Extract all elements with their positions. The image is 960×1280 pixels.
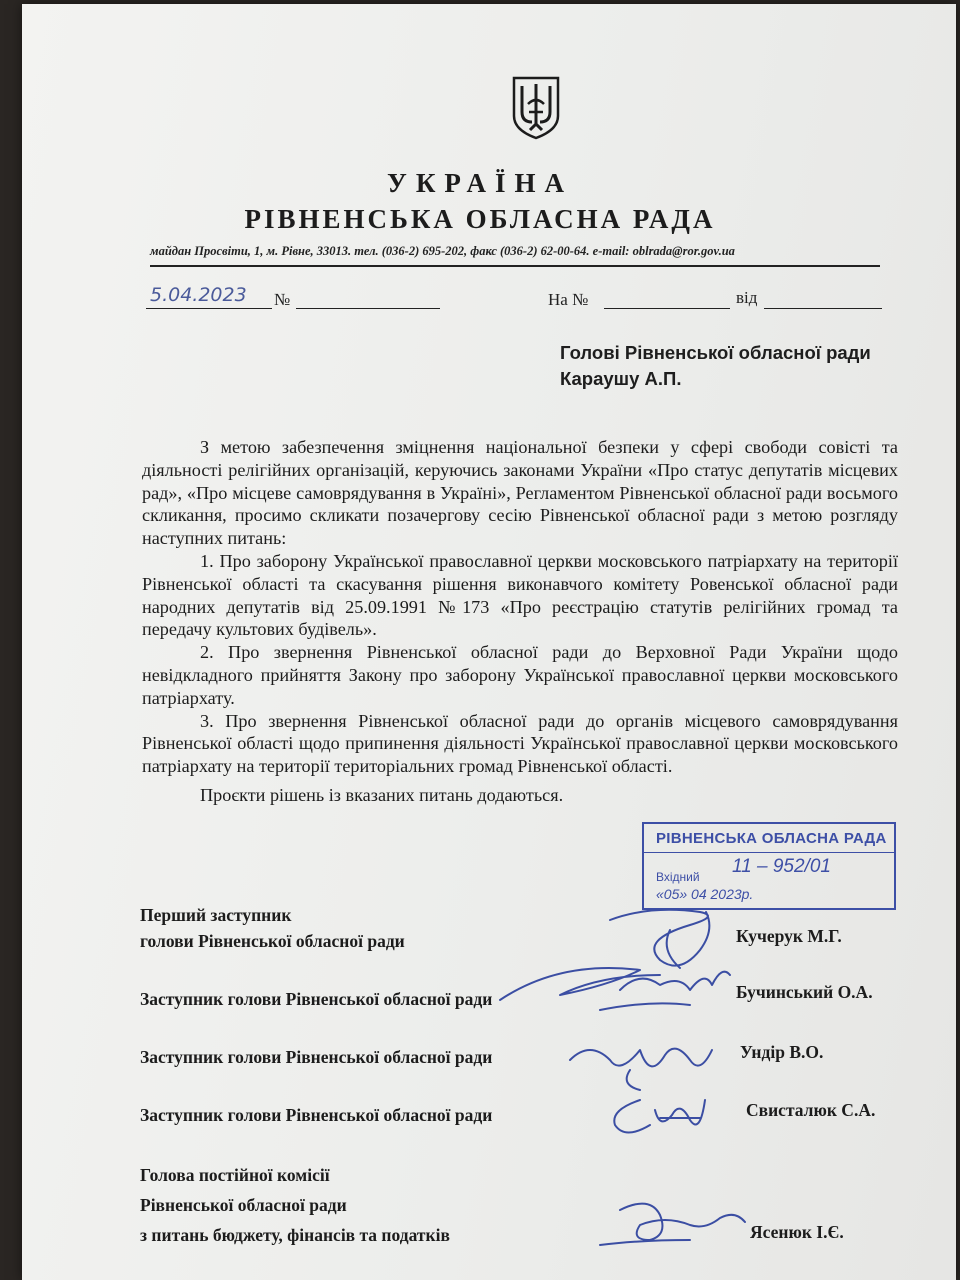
incoming-registration-stamp: [642, 822, 896, 910]
addressee-name: Караушу А.П.: [560, 368, 682, 389]
signatory-5-role: [140, 1162, 450, 1248]
reference-line: [0, 284, 960, 312]
signatory-3-role: Заступник голови Рівненської обласної ради: [140, 1047, 493, 1067]
intro-paragraph: З метою забезпечення зміцнення національної безпеки у сфері свободи совісті та діяльності релігійних організацій, керуючись законами України «Про статус депутатів місцевих рад», «Про місцеве самоврядування в Україні», Регламентом Рівненської обласної ради восьмого скликання, просимо скликати позачергову сесію Рівненської обласної ради з метою розгляду наступних питань:: [142, 437, 898, 549]
from-label: від: [736, 288, 758, 307]
signatory-1-role: [140, 902, 405, 954]
letter-body: [142, 436, 898, 807]
stamp-divider: [644, 852, 894, 853]
agenda-item-3: 3. Про звернення Рівненської обласної ради до органів місцевого самоврядування Рівненської області щодо припинення діяльності Української православної церкви московського патріархату на території територіальних громад Рівненської області.: [142, 710, 898, 777]
organization-heading: РІВНЕНСЬКА ОБЛАСНА РАДА: [244, 204, 716, 234]
date-underline: [146, 308, 272, 309]
signatory-5-role-line3: з питань бюджету, фінансів та податків: [140, 1225, 450, 1245]
signatory-1-role-line1: Перший заступник: [140, 905, 292, 925]
ukraine-trident-emblem-icon: [510, 74, 562, 140]
signatory-4-role: Заступник голови Рівненської обласної ради: [140, 1105, 493, 1125]
signatory-2-name: Бучинський О.А.: [736, 982, 873, 1002]
stamp-incoming-label: Вхідний: [656, 870, 700, 884]
stamp-title: РІВНЕНСЬКА ОБЛАСНА РАДА: [656, 830, 887, 847]
signatory-5-name: Ясенюк І.Є.: [750, 1222, 844, 1242]
signatory-5-role-line1: Голова постійної комісії: [140, 1165, 330, 1185]
signatory-1-name: Кучерук М.Г.: [736, 926, 842, 946]
number-label: №: [274, 290, 291, 309]
from-blank: [764, 308, 882, 309]
signatory-3-name: Ундір В.О.: [740, 1042, 824, 1062]
signatory-1-role-line2: голови Рівненської обласної ради: [140, 931, 405, 951]
signatory-4-name: Свисталюк С.А.: [746, 1100, 876, 1120]
stamp-incoming-number: 11 – 952/01: [732, 856, 831, 877]
addressee-block: [560, 340, 871, 392]
in-reply-label: На №: [548, 290, 589, 309]
signatory-2-role: Заступник голови Рівненської обласної ради: [140, 989, 493, 1009]
addressee-title: Голові Рівненської обласної ради: [560, 342, 871, 363]
agenda-item-2: 2. Про звернення Рівненської обласної ради до Верховної Ради України щодо невідкладного прийняття Закону про заборону Української православної церкви московського патріархату.: [142, 642, 898, 708]
number-blank: [296, 308, 440, 309]
contact-address-line: майдан Просвіти, 1, м. Рівне, 33013. тел. (036-2) 695-202, факс (036-2) 62-00-64. e-mail: oblrada@ror.gov.ua: [150, 244, 880, 267]
stamp-date: «05» 04 2023р.: [656, 886, 754, 902]
handwritten-date: 5.04.2023: [150, 284, 247, 306]
signatory-5-role-line2: Рівненської обласної ради: [140, 1195, 347, 1215]
country-heading: УКРАЇНА: [387, 168, 573, 198]
in-reply-blank: [604, 308, 730, 309]
attachments-note: Проєкти рішень із вказаних питань додаються.: [200, 784, 564, 805]
agenda-item-1: 1. Про заборону Української православної церкви московського патріархату на території Рівненської області та скасування рішення виконавчого комітету Ровенської обласної ради народних депутатів від 25.09.1991 №173 «Про реєстрацію статутів релігійних громад та передачу культових будівель».: [142, 550, 898, 640]
